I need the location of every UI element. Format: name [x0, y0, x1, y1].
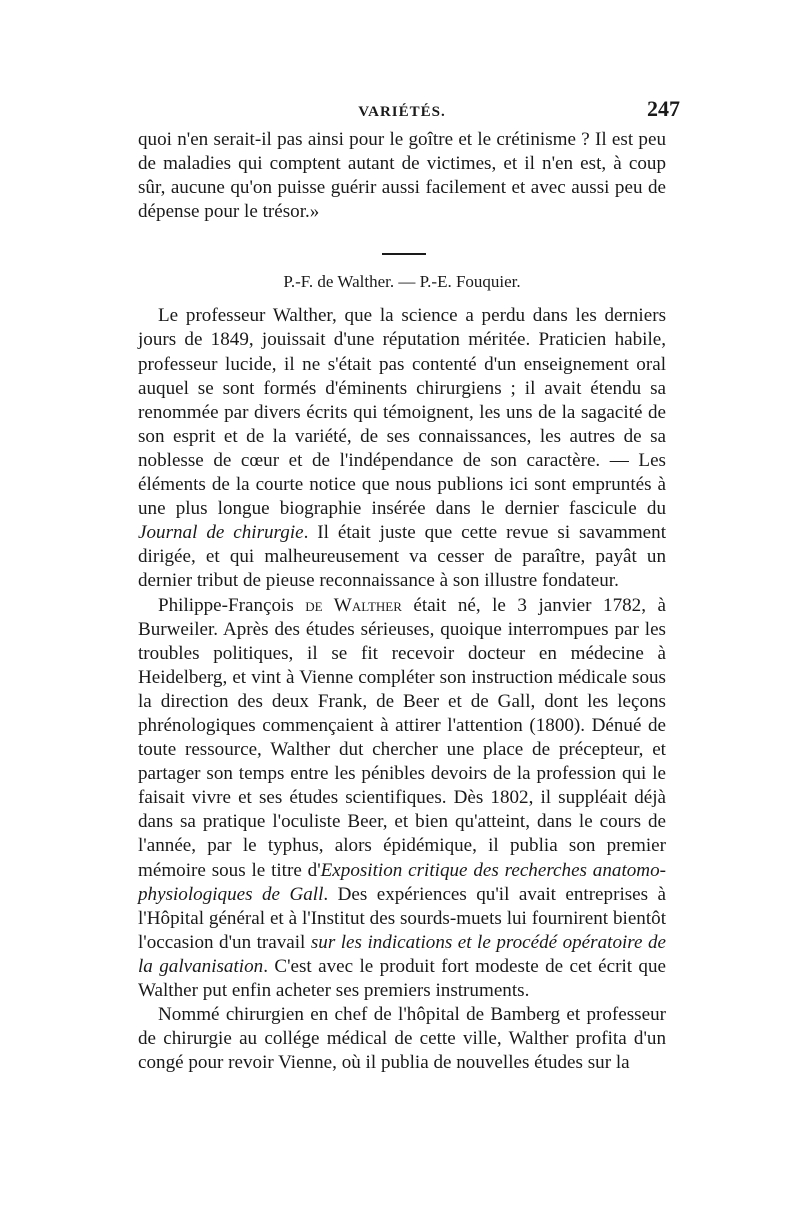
work-title: Exposition critique des recherches anatomo-physiologiques de Gall	[138, 859, 666, 905]
running-head	[138, 96, 680, 122]
paragraph-walther-intro	[138, 304, 666, 593]
section-title: P.-F. de Walther. — P.-E. Fouquier.	[283, 272, 521, 292]
paragraph-text: Le professeur Walther, que la science a perdu dans les derniers jours de 1849, jouissait d'une réputation méritée. Praticien habile, professeur lucide, il ne s'était pas contenté d'un enseignement oral auquel se sont formés d'éminents chirurgiens ; il avait étendu sa renommée par divers écrits qui témoignent, les uns de la sagacité de son esprit et de la variété, de ses connaissances, les autres de sa noblesse de cœur et de l'indépendance de son caractère. — Les éléments de la courte notice que nous publions ici sont empruntés à une plus longue biographie insérée dans le dernier fascicule du	[138, 305, 666, 520]
page-number: 247	[647, 96, 680, 121]
paragraph-text: était né, le 3 janvier 1782, à Burweiler. Après des études sérieuses, quoique interrompues par les troubles politiques, il se fit recevoir docteur en médecine à Heidelberg, et vint à Vienne compléter son instruction médicale sous la direction des deux Frank, de Beer et de Gall, dont les leçons phrénologiques commençaient à attirer l'attention (1800). Dénué de toute ressource, Walther dut chercher une place de précepteur, et partager son temps entre les pénibles devoirs de la profession qui le faisait vivre et ses études scientifiques. Dès 1802, il suppléait déjà dans sa pratique l'oculiste Beer, et bien qu'atteint, dans le cours de l'année, par le typhus, alors épidémique, il publia son premier mémoire sous le titre d'	[138, 594, 666, 881]
paragraph-text: . C'est avec le produit fort modeste de cet écrit que Walther put enfin acheter ses premiers instruments.	[138, 955, 666, 1001]
opening-paragraph: quoi n'en serait-il pas ainsi pour le goître et le crétinisme ? Il est peu de maladies qui comptent autant de victimes, et il n'en est, à coup sûr, aucune qu'on puisse guérir aussi facilement et avec aussi peu de dépense pour le trésor.»	[138, 129, 666, 223]
paragraph-text: . Des expériences qu'il avait entreprises à l'Hôpital général et à l'Institut des sourds-muets lui fournirent bientôt l'occasion d'un travail	[138, 883, 666, 953]
paragraph-walther-biography	[138, 594, 666, 1004]
running-head-title: VARIÉTÉS.	[358, 104, 446, 120]
book-page	[138, 96, 680, 1075]
work-title: sur les indications et le procédé opératoire de la galvanisation	[138, 931, 666, 977]
body-text	[138, 128, 666, 1075]
surname-small-caps: de Walther	[305, 594, 402, 616]
paragraph-text: . Il était juste que cette revue si savamment dirigée, et qui malheureusement va cesser de paraître, payât un dernier tribut de pieuse reconnaissance à son illustre fondateur.	[138, 522, 666, 592]
paragraph-bamberg: Nommé chirurgien en chef de l'hôpital de Bamberg et professeur de chirurgie au collége médical de cette ville, Walther profita d'un congé pour revoir Vienne, où il publia de nouvelles études sur la	[138, 1004, 666, 1074]
divider-rule	[382, 253, 426, 255]
paragraph-text: Philippe-François	[158, 594, 306, 616]
section-divider	[138, 224, 666, 266]
journal-title: Journal de chirurgie	[138, 522, 304, 544]
